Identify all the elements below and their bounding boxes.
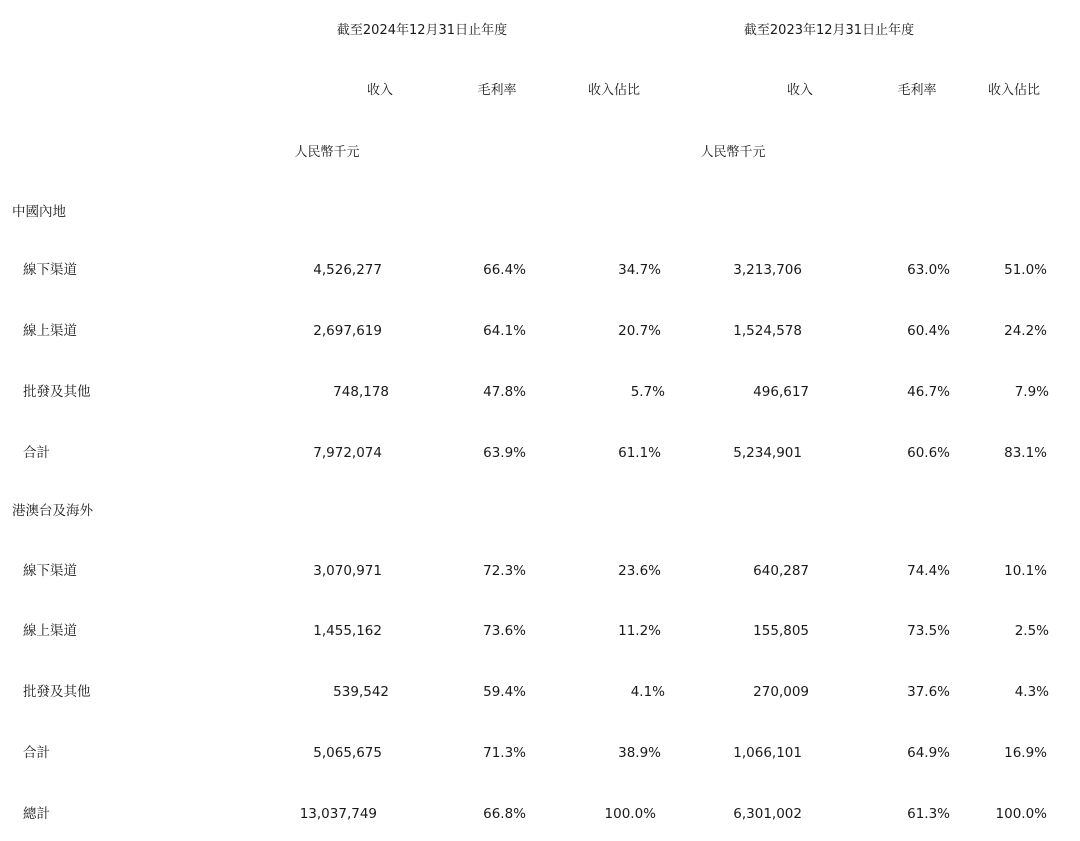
margin-2023: 60.4% [907,323,950,339]
col-header-revenue-2024: 收入 [366,83,393,98]
revenue-2023: 5,234,901 [733,445,802,461]
revenue-2024: 3,070,971 [313,563,382,579]
share-2024: 20.7% [618,323,661,339]
col-header-share-2023: 收入佔比 [987,83,1041,98]
row-label: 總計 [23,806,50,822]
share-2023: 2.5% [1014,623,1049,639]
period-header-2023: 截至2023年12月31日止年度 [743,23,915,38]
margin-2024: 59.4% [483,684,526,700]
share-2024: 11.2% [618,623,661,639]
section-title-overseas: 港澳台及海外 [12,503,93,519]
margin-2023: 64.9% [907,745,950,761]
revenue-2024: 2,697,619 [313,323,382,339]
revenue-2024: 539,542 [333,684,389,700]
row-label: 合計 [23,745,50,761]
share-2024: 34.7% [618,262,661,278]
share-2023: 10.1% [1004,563,1047,579]
revenue-2023: 6,301,002 [733,806,802,822]
share-2023: 24.2% [1004,323,1047,339]
share-2023: 83.1% [1004,445,1047,461]
revenue-2023: 270,009 [753,684,809,700]
unit-label-2023: 人民幣千元 [700,145,766,160]
revenue-2023: 496,617 [753,384,809,400]
share-2023: 7.9% [1014,384,1049,400]
margin-2024: 72.3% [483,563,526,579]
revenue-2023: 3,213,706 [733,262,802,278]
share-2024: 100.0% [604,806,656,822]
revenue-2024: 13,037,749 [299,806,377,822]
revenue-2023: 640,287 [753,563,809,579]
revenue-2024: 5,065,675 [313,745,382,761]
revenue-2023: 1,066,101 [733,745,802,761]
revenue-2024: 7,972,074 [313,445,382,461]
share-2024: 38.9% [618,745,661,761]
revenue-2024: 4,526,277 [313,262,382,278]
margin-2024: 47.8% [483,384,526,400]
margin-2024: 66.8% [483,806,526,822]
row-label: 線上渠道 [23,323,77,339]
margin-2023: 60.6% [907,445,950,461]
share-2024: 4.1% [630,684,665,700]
share-2024: 5.7% [630,384,665,400]
revenue-2023: 1,524,578 [733,323,802,339]
margin-2024: 73.6% [483,623,526,639]
share-2023: 51.0% [1004,262,1047,278]
row-label: 線上渠道 [23,623,77,639]
margin-2023: 63.0% [907,262,950,278]
section-title-mainland: 中國內地 [12,204,66,220]
share-2024: 61.1% [618,445,661,461]
revenue-2024: 748,178 [333,384,389,400]
row-label: 批發及其他 [23,684,91,700]
col-header-margin-2023: 毛利率 [897,83,937,98]
share-2024: 23.6% [618,563,661,579]
margin-2024: 66.4% [483,262,526,278]
margin-2024: 64.1% [483,323,526,339]
margin-2024: 63.9% [483,445,526,461]
share-2023: 100.0% [995,806,1047,822]
row-label: 線下渠道 [23,563,77,579]
row-label: 線下渠道 [23,262,77,278]
margin-2024: 71.3% [483,745,526,761]
col-header-share-2024: 收入佔比 [587,83,641,98]
revenue-2024: 1,455,162 [313,623,382,639]
period-header-2024: 截至2024年12月31日止年度 [336,23,508,38]
margin-2023: 46.7% [907,384,950,400]
row-label: 批發及其他 [23,384,91,400]
margin-2023: 61.3% [907,806,950,822]
col-header-revenue-2023: 收入 [786,83,813,98]
share-2023: 16.9% [1004,745,1047,761]
margin-2023: 73.5% [907,623,950,639]
revenue-2023: 155,805 [753,623,809,639]
margin-2023: 74.4% [907,563,950,579]
col-header-margin-2024: 毛利率 [477,83,517,98]
margin-2023: 37.6% [907,684,950,700]
share-2023: 4.3% [1014,684,1049,700]
unit-label-2024: 人民幣千元 [294,145,360,160]
row-label: 合計 [23,445,50,461]
